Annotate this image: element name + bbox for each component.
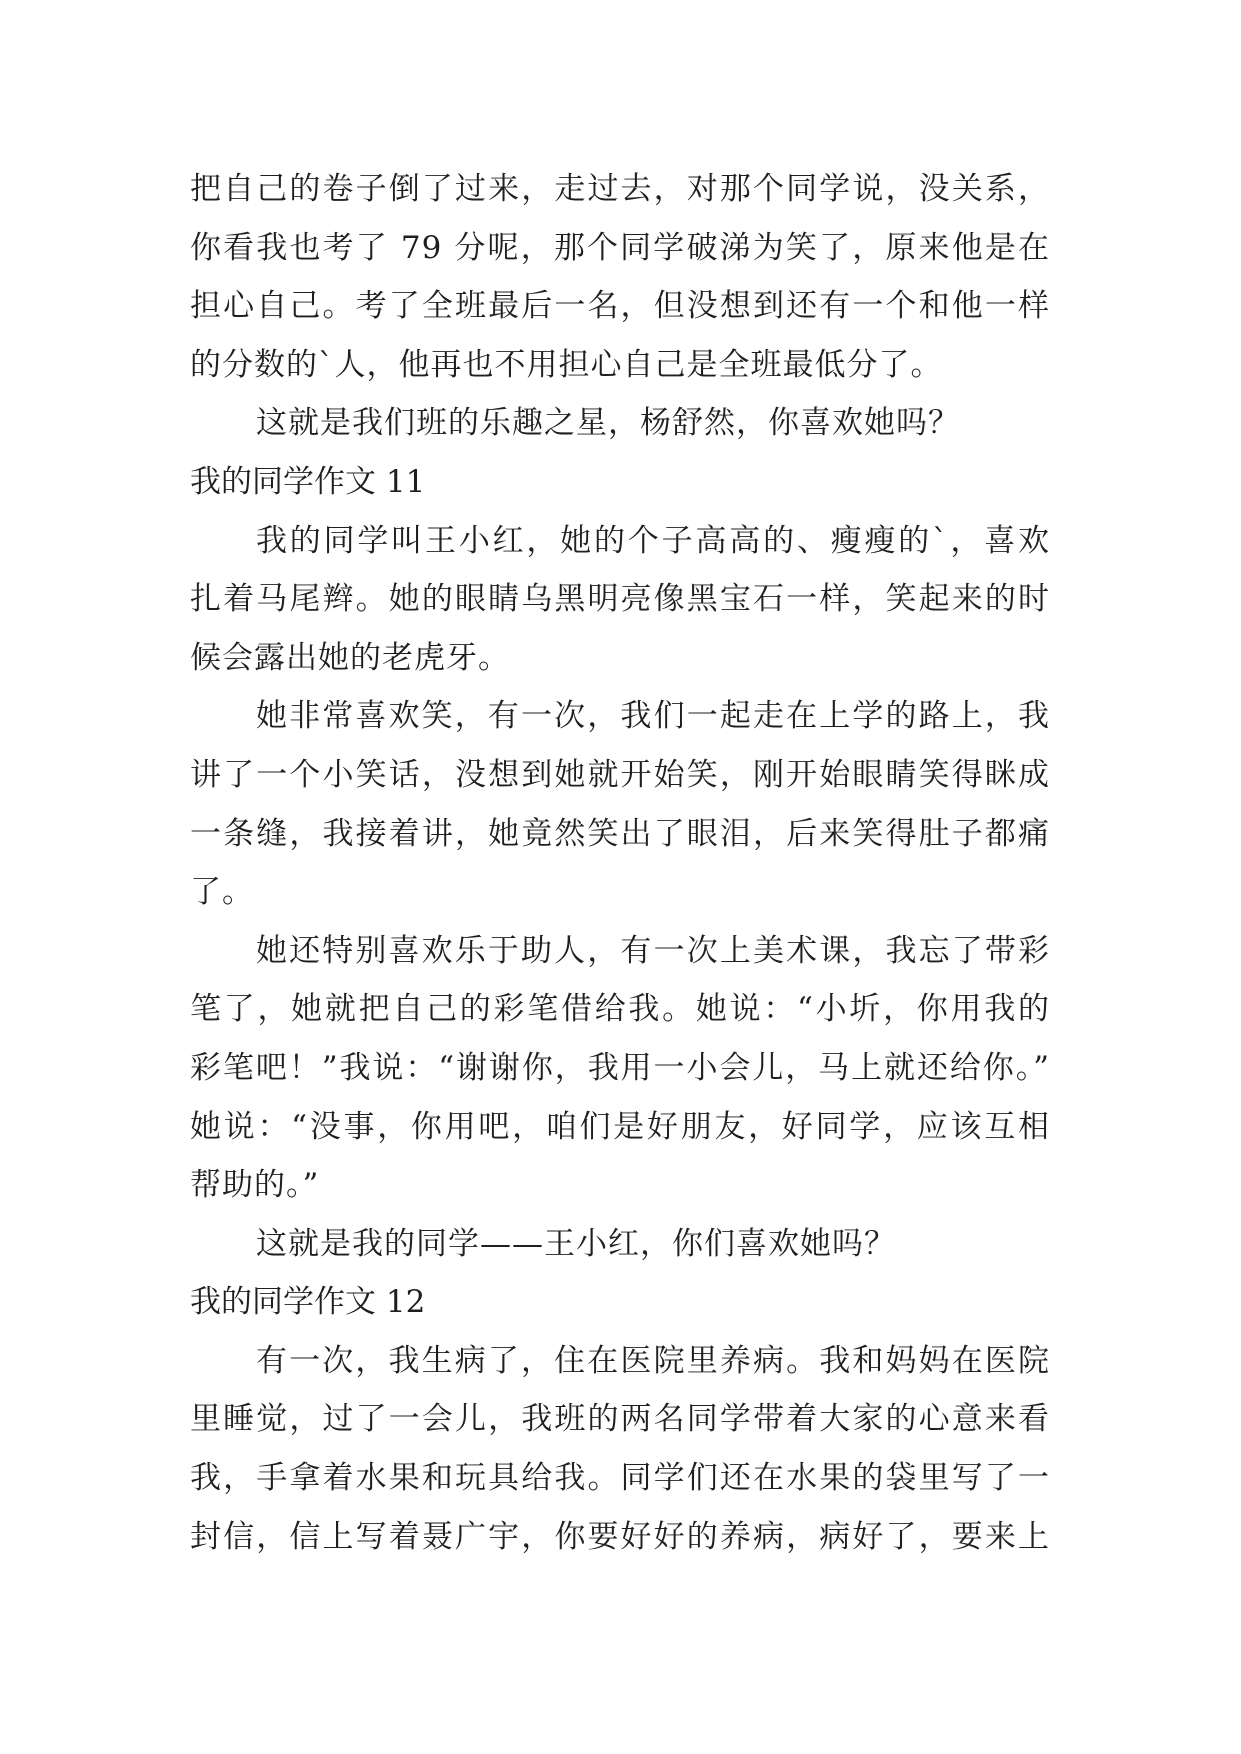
text-line: 讲了一个小笑话，没想到她就开始笑，刚开始眼睛笑得眯成 — [190, 756, 1050, 793]
text-line: 她非常喜欢笑，有一次，我们一起走在上学的路上，我 — [256, 698, 1050, 735]
text-line: 候会露出她的老虎牙。 — [190, 639, 510, 676]
text-line: 里睡觉，过了一会儿，我班的两名同学带着大家的心意来看 — [190, 1401, 1050, 1438]
section-heading: 我的同学作文 11 — [190, 463, 426, 500]
text-line: 我，手拿着水果和玩具给我。同学们还在水果的袋里写了一 — [190, 1460, 1050, 1497]
text-line: 扎着马尾辫。她的眼睛乌黑明亮像黑宝石一样，笑起来的时 — [190, 581, 1050, 618]
text-line: 的分数的`人，他再也不用担心自己是全班最低分了。 — [190, 346, 943, 383]
section-heading: 我的同学作文 12 — [190, 1284, 426, 1321]
text-line: 她说：“没事，你用吧，咱们是好朋友，好同学，应该互相 — [190, 1108, 1050, 1145]
text-line: 笔了，她就把自己的彩笔借给我。她说：“小圻，你用我的 — [190, 991, 1050, 1028]
text-line: 彩笔吧！”我说：“谢谢你，我用一小会儿，马上就还给你。” — [190, 1049, 1050, 1086]
text-line: 一条缝，我接着讲，她竟然笑出了眼泪，后来笑得肚子都痛 — [190, 815, 1050, 852]
document-page — [190, 160, 1050, 1566]
text-line: 这就是我的同学——王小红，你们喜欢她吗？ — [256, 1225, 896, 1262]
text-line: 你看我也考了 79 分呢，那个同学破涕为笑了，原来他是在 — [190, 229, 1050, 266]
text-line: 帮助的。” — [190, 1167, 320, 1204]
text-line: 这就是我们班的乐趣之星，杨舒然，你喜欢她吗？ — [256, 405, 960, 442]
text-line: 封信，信上写着聂广宇，你要好好的养病，病好了，要来上 — [190, 1518, 1050, 1555]
text-line: 把自己的卷子倒了过来，走过去，对那个同学说，没关系， — [190, 171, 1050, 207]
text-line: 了。 — [190, 874, 254, 911]
text-line: 她还特别喜欢乐于助人，有一次上美术课，我忘了带彩 — [256, 932, 1050, 969]
text-line: 担心自己。考了全班最后一名，但没想到还有一个和他一样 — [190, 288, 1050, 325]
text-line: 我的同学叫王小红，她的个子高高的、瘦瘦的`，喜欢 — [256, 522, 1050, 559]
text-line: 有一次，我生病了，住在医院里养病。我和妈妈在医院 — [256, 1342, 1050, 1379]
